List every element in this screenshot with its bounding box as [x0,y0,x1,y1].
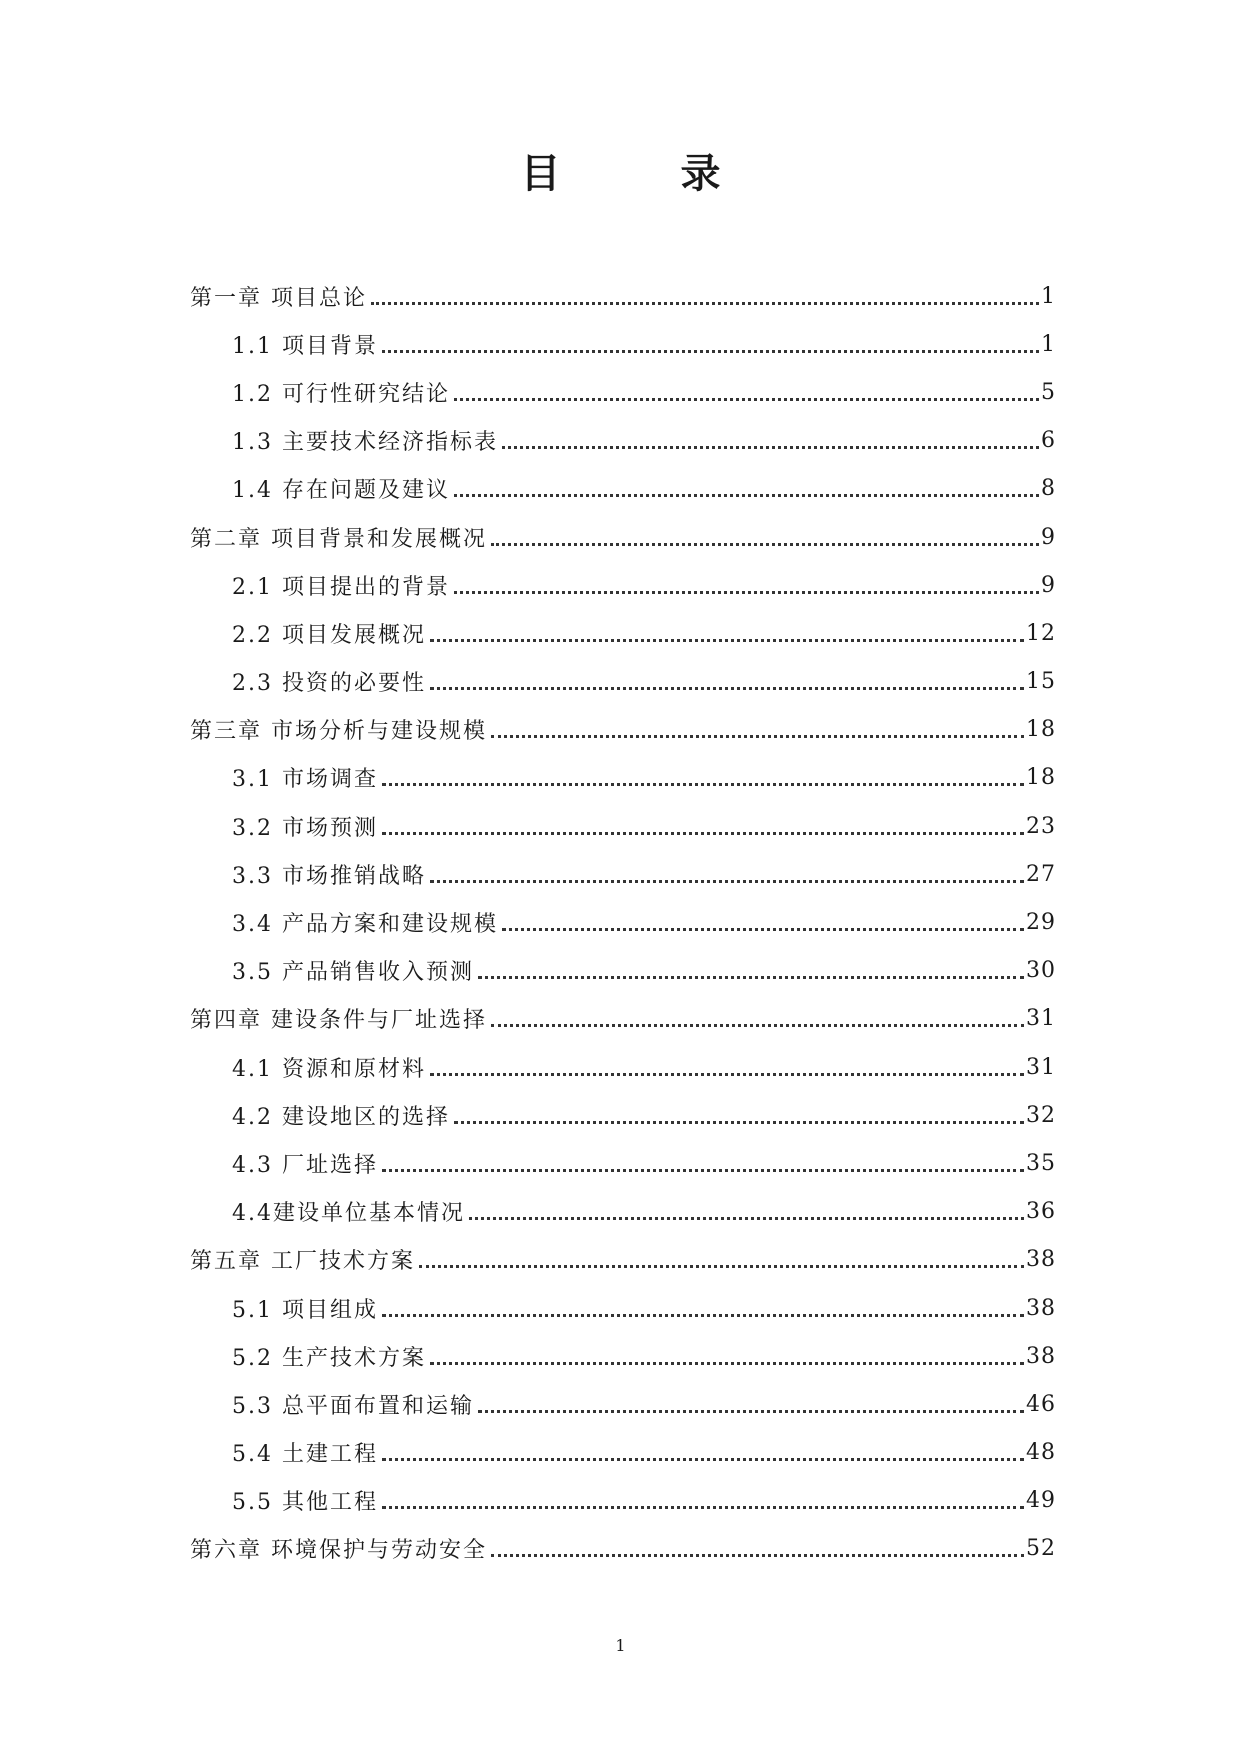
toc-entry-label: 3.5 产品销售收入预测 [232,955,476,986]
toc-entry-page: 38 [1026,1343,1056,1369]
toc-dot-leader [469,1195,1024,1220]
toc-entry-label: 第四章 建设条件与厂址选择 [190,1003,489,1034]
toc-chapter-entry[interactable] [190,1236,1056,1284]
toc-entry-page: 5 [1041,379,1056,405]
toc-section-entry[interactable] [190,1139,1056,1187]
toc-dot-leader [430,858,1024,883]
toc-entry-page: 8 [1041,476,1056,502]
toc-dot-leader [454,1099,1024,1124]
toc-entry-label: 第五章 工厂技术方案 [190,1244,417,1275]
toc-dot-leader [502,424,1039,449]
toc-section-entry[interactable] [190,368,1056,416]
toc-entry-page: 31 [1026,1006,1056,1032]
toc-entry-page: 46 [1026,1391,1056,1417]
toc-entry-label: 2.3 投资的必要性 [232,666,428,697]
toc-chapter-entry[interactable] [190,995,1056,1043]
toc-section-entry[interactable] [190,465,1056,513]
toc-entry-label: 第三章 市场分析与建设规模 [190,714,489,745]
toc-entry-label: 1.4 存在问题及建议 [232,473,452,504]
toc-dot-leader [430,617,1024,642]
toc-dot-leader [382,1292,1024,1317]
toc-entry-page: 23 [1026,813,1056,839]
toc-entry-label: 2.1 项目提出的背景 [232,570,452,601]
toc-dot-leader [454,569,1039,594]
toc-entry-page: 18 [1026,717,1056,743]
toc-entry-page: 35 [1026,1150,1056,1176]
toc-section-entry[interactable] [190,1429,1056,1477]
toc-entry-page: 48 [1026,1440,1056,1466]
toc-entry-page: 1 [1041,331,1056,357]
toc-dot-leader [382,328,1039,353]
toc-dot-leader [454,376,1039,401]
toc-section-entry[interactable] [190,1043,1056,1091]
toc-entry-page: 30 [1026,958,1056,984]
toc-entry-label: 4.1 资源和原材料 [232,1052,428,1083]
toc-section-entry[interactable] [190,1284,1056,1332]
toc-entry-label: 5.5 其他工程 [232,1485,380,1516]
toc-section-entry[interactable] [190,320,1056,368]
toc-section-entry[interactable] [190,1332,1056,1380]
toc-entry-label: 3.2 市场预测 [232,811,380,842]
toc-dot-leader [478,954,1024,979]
toc-chapter-entry[interactable] [190,706,1056,754]
toc-chapter-entry[interactable] [190,272,1056,320]
toc-dot-leader [491,521,1039,546]
toc-title-right: 录 [680,150,721,197]
toc-dot-leader [371,280,1039,305]
toc-entry-page: 18 [1026,765,1056,791]
toc-section-entry[interactable] [190,417,1056,465]
toc-entry-page: 15 [1026,669,1056,695]
toc-entry-label: 4.3 厂址选择 [232,1148,380,1179]
toc-entry-label: 4.4建设单位基本情况 [232,1196,467,1227]
toc-chapter-entry[interactable] [190,513,1056,561]
toc-dot-leader [382,1484,1024,1509]
toc-dot-leader [419,1243,1024,1268]
toc-title [0,142,1241,199]
toc-entry-label: 5.4 土建工程 [232,1437,380,1468]
toc-section-entry[interactable] [190,802,1056,850]
toc-entry-page: 12 [1026,620,1056,646]
toc-entry-label: 4.2 建设地区的选择 [232,1100,452,1131]
toc-entry-label: 5.2 生产技术方案 [232,1341,428,1372]
toc-dot-leader [478,1388,1024,1413]
page-number: 1 [615,1636,626,1655]
toc-entry-label: 第六章 环境保护与劳动安全 [190,1533,489,1564]
toc-dot-leader [430,665,1024,690]
toc-entry-label: 第二章 项目背景和发展概况 [190,522,489,553]
toc-entry-label: 5.3 总平面布置和运输 [232,1389,476,1420]
toc-entry-label: 第一章 项目总论 [190,281,369,312]
toc-entry-page: 1 [1041,283,1056,309]
toc-section-entry[interactable] [190,850,1056,898]
toc-section-entry[interactable] [190,1188,1056,1236]
toc-dot-leader [382,1147,1024,1172]
toc-chapter-entry[interactable] [190,1525,1056,1573]
toc-dot-leader [491,1002,1024,1027]
toc-entry-page: 38 [1026,1295,1056,1321]
toc-entry-label: 2.2 项目发展概况 [232,618,428,649]
toc-section-entry[interactable] [190,1091,1056,1139]
toc-entry-label: 3.4 产品方案和建设规模 [232,907,500,938]
toc-section-entry[interactable] [190,754,1056,802]
toc-entry-label: 1.2 可行性研究结论 [232,377,452,408]
toc-entry-page: 49 [1026,1488,1056,1514]
table-of-contents [190,272,1056,1573]
toc-section-entry[interactable] [190,561,1056,609]
toc-dot-leader [382,1436,1024,1461]
toc-entry-page: 27 [1026,861,1056,887]
toc-entry-label: 3.3 市场推销战略 [232,859,428,890]
toc-dot-leader [502,906,1024,931]
toc-dot-leader [382,761,1024,786]
toc-entry-page: 36 [1026,1199,1056,1225]
toc-section-entry[interactable] [190,658,1056,706]
toc-entry-page: 38 [1026,1247,1056,1273]
toc-entry-label: 3.1 市场调查 [232,762,380,793]
toc-entry-page: 29 [1026,910,1056,936]
toc-dot-leader [382,810,1024,835]
toc-dot-leader [430,1051,1024,1076]
toc-entry-page: 52 [1026,1536,1056,1562]
toc-section-entry[interactable] [190,609,1056,657]
toc-section-entry[interactable] [190,947,1056,995]
toc-title-left: 目 [520,150,561,197]
toc-section-entry[interactable] [190,898,1056,946]
toc-entry-page: 6 [1041,428,1056,454]
toc-entry-label: 5.1 项目组成 [232,1293,380,1324]
toc-dot-leader [491,713,1024,738]
toc-entry-page: 9 [1041,524,1056,550]
toc-section-entry[interactable] [190,1380,1056,1428]
toc-dot-leader [430,1340,1024,1365]
toc-dot-leader [491,1532,1024,1557]
toc-entry-label: 1.1 项目背景 [232,329,380,360]
toc-entry-page: 9 [1041,572,1056,598]
toc-section-entry[interactable] [190,1477,1056,1525]
toc-entry-label: 1.3 主要技术经济指标表 [232,425,500,456]
toc-dot-leader [454,472,1039,497]
toc-entry-page: 31 [1026,1054,1056,1080]
toc-entry-page: 32 [1026,1102,1056,1128]
